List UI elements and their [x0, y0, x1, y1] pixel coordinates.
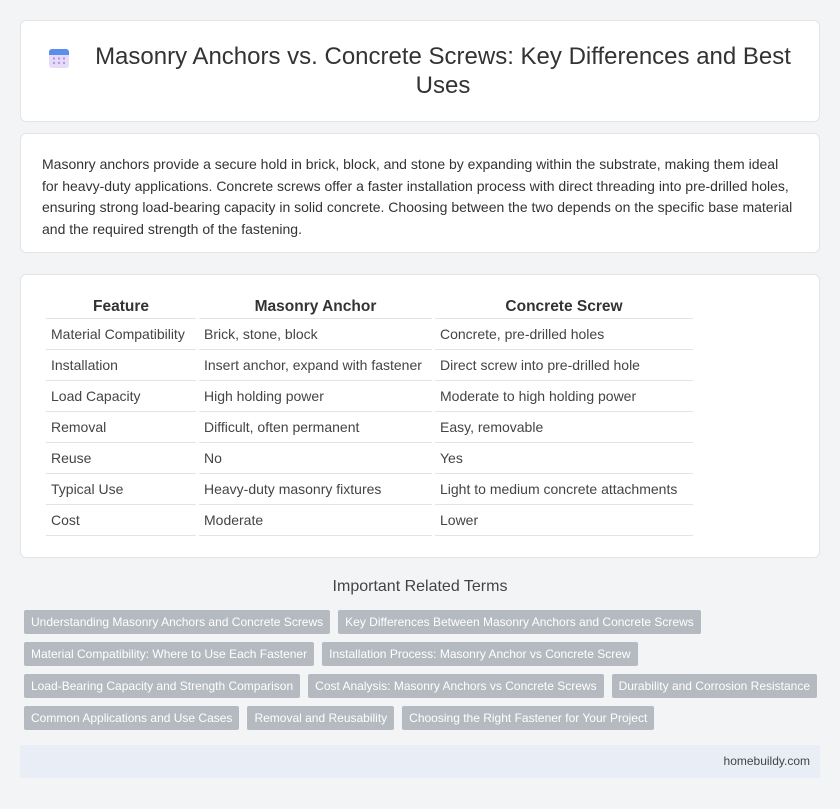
table-row: [46, 474, 693, 505]
table-row: [46, 319, 693, 350]
footer: [20, 745, 820, 778]
tag-link[interactable]: Key Differences Between Masonry Anchors and Concrete Screws: [338, 610, 701, 634]
cell-masonry-anchor: Insert anchor, expand with fastener: [199, 350, 432, 381]
header-feature: Feature: [46, 295, 196, 319]
table-row: [46, 350, 693, 381]
cell-feature: Installation: [46, 350, 196, 381]
title-card: [20, 20, 820, 122]
cell-feature: Load Capacity: [46, 381, 196, 412]
cell-masonry-anchor: Moderate: [199, 505, 432, 536]
cell-concrete-screw: Direct screw into pre-drilled hole: [435, 350, 693, 381]
cell-masonry-anchor: Heavy-duty masonry fixtures: [199, 474, 432, 505]
cell-concrete-screw: Moderate to high holding power: [435, 381, 693, 412]
tag-row: [24, 706, 824, 738]
table-row: [46, 443, 693, 474]
header-concrete-screw: Concrete Screw: [435, 295, 693, 319]
footer-site-link[interactable]: homebuildy.com: [723, 754, 810, 768]
tag-link[interactable]: Cost Analysis: Masonry Anchors vs Concrete Screws: [308, 674, 603, 698]
page-title: Masonry Anchors vs. Concrete Screws: Key Differences and Best Uses: [95, 43, 791, 99]
comparison-card: [20, 274, 820, 558]
related-terms-title: Important Related Terms: [332, 578, 508, 595]
cell-feature: Reuse: [46, 443, 196, 474]
cell-feature: Cost: [46, 505, 196, 536]
tag-link[interactable]: Installation Process: Masonry Anchor vs Concrete Screw: [322, 642, 637, 666]
intro-card: [20, 133, 820, 253]
calendar-icon: [47, 46, 71, 70]
tag-link[interactable]: Understanding Masonry Anchors and Concrete Screws: [24, 610, 330, 634]
cell-concrete-screw: Yes: [435, 443, 693, 474]
table-row: [46, 381, 693, 412]
header-masonry-anchor: Masonry Anchor: [199, 295, 432, 319]
cell-feature: Material Compatibility: [46, 319, 196, 350]
tag-link[interactable]: Common Applications and Use Cases: [24, 706, 239, 730]
tag-link[interactable]: Durability and Corrosion Resistance: [612, 674, 817, 698]
cell-feature: Typical Use: [46, 474, 196, 505]
tag-link[interactable]: Choosing the Right Fastener for Your Project: [402, 706, 654, 730]
comparison-table: [43, 295, 696, 536]
cell-concrete-screw: Lower: [435, 505, 693, 536]
cell-concrete-screw: Easy, removable: [435, 412, 693, 443]
table-row: [46, 412, 693, 443]
tag-link[interactable]: Load-Bearing Capacity and Strength Comparison: [24, 674, 300, 698]
table-row: [46, 505, 693, 536]
tag-row: [24, 674, 824, 706]
title-wrap: [47, 42, 793, 100]
tag-row: [24, 642, 824, 674]
cell-masonry-anchor: Brick, stone, block: [199, 319, 432, 350]
cell-feature: Removal: [46, 412, 196, 443]
cell-masonry-anchor: No: [199, 443, 432, 474]
cell-masonry-anchor: High holding power: [199, 381, 432, 412]
tag-row: [24, 610, 824, 642]
tag-link[interactable]: Removal and Reusability: [247, 706, 394, 730]
cell-concrete-screw: Concrete, pre-drilled holes: [435, 319, 693, 350]
cell-concrete-screw: Light to medium concrete attachments: [435, 474, 693, 505]
related-terms-tags: [24, 610, 824, 738]
cell-masonry-anchor: Difficult, often permanent: [199, 412, 432, 443]
table-header-row: [46, 295, 693, 319]
tag-link[interactable]: Material Compatibility: Where to Use Each Fastener: [24, 642, 314, 666]
intro-paragraph: Masonry anchors provide a secure hold in brick, block, and stone by expanding within the substrate, making them ideal for heavy-duty applications. Concrete screws offer a faster installation process with direct threading into pre-drilled holes, ensuring strong load-bearing capacity in solid concrete. Choosing between the two depends on the specific base material and the required strength of the fastening.: [42, 156, 793, 237]
